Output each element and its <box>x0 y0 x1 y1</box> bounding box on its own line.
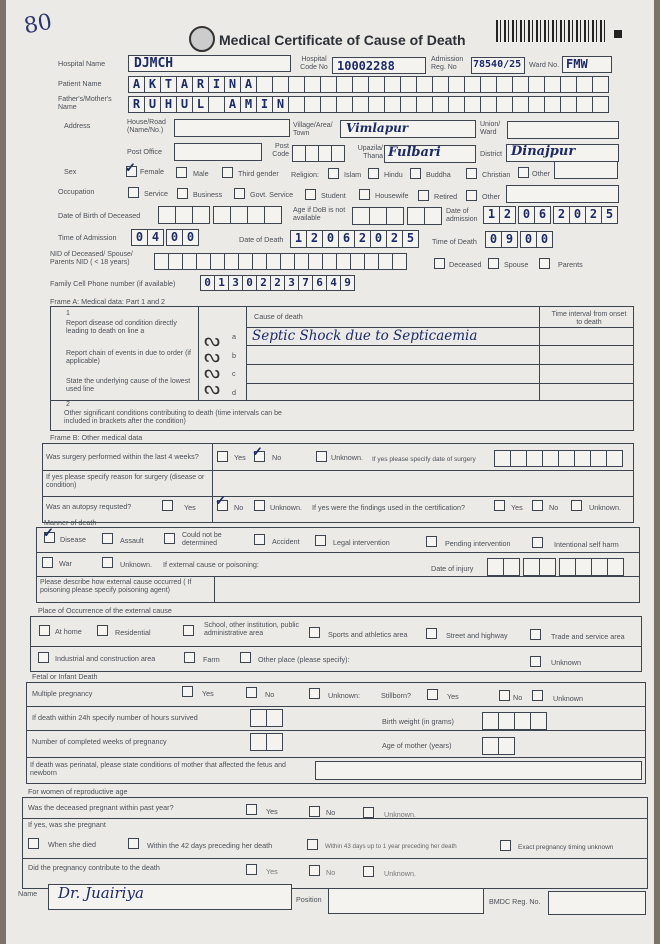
sports-label: Sports and athletics area <box>328 630 408 639</box>
contribute-no-checkbox[interactable] <box>309 865 320 876</box>
findings-unknown-label: Unknown. <box>589 503 621 512</box>
age-label: Age if DoB is not available <box>293 207 346 222</box>
describe-external-label: Please describe how external cause occurred ( If poisoning please specify poisoning agent) <box>40 579 192 594</box>
father-name-letter: A <box>224 96 241 113</box>
patient-name-label: Patient Name <box>58 79 102 88</box>
women-title: For women of reproductive age <box>28 787 128 796</box>
cause-instruction-1: Report disease od condition directly leading to death on line a <box>66 320 177 335</box>
surgery-unknown-label: Unknown. <box>331 453 363 462</box>
stillborn-no-checkbox[interactable] <box>499 690 510 701</box>
bmdc-label: BMDC Reg. No. <box>489 897 541 906</box>
phone-digit: 1 <box>214 275 229 291</box>
undetermined-label: Could not be determined <box>182 532 222 547</box>
other-place-label: Other place (please specify): <box>258 655 350 664</box>
stillborn-yes-label: Yes <box>447 692 459 701</box>
surgery-yes-label: Yes <box>234 453 246 462</box>
other-religion-checkbox[interactable] <box>518 167 529 178</box>
spouse-label: Spouse <box>504 260 529 269</box>
stillborn-no-label: No <box>513 693 523 702</box>
date-death-cells[interactable] <box>290 230 418 248</box>
father-name-letter: I <box>256 96 273 113</box>
time-death-digit: 0 <box>485 231 502 248</box>
phone-digit: 4 <box>326 275 341 291</box>
street-checkbox[interactable] <box>426 628 437 639</box>
admission-date-digit: 2 <box>585 206 602 224</box>
admission-date-digit: 1 <box>483 206 500 224</box>
service-checkbox[interactable] <box>128 187 139 198</box>
father-name-label: Father's/Mother's Name <box>58 96 112 111</box>
post-code-label: Post Code <box>272 143 289 158</box>
admission-date-digit: 2 <box>553 206 570 224</box>
cause-instruction-2: Report chain of events in due to order (if applicable) <box>66 350 191 365</box>
buddha-checkbox[interactable] <box>410 168 421 179</box>
phone-digit: 3 <box>284 275 299 291</box>
external-cause-label: If external cause or poisoning: <box>163 560 259 569</box>
school-label: School, other institution, public administrative area <box>204 622 299 637</box>
patient-name-letter: A <box>128 76 145 93</box>
father-name-letter: U <box>144 96 161 113</box>
residential-checkbox[interactable] <box>97 625 108 636</box>
dob-label: Date of Birth of Deceased <box>58 211 141 220</box>
admission-date-cells[interactable] <box>483 206 617 224</box>
legal-intervention-label: Legal intervention <box>333 538 390 547</box>
farm-label: Farm <box>203 655 220 664</box>
trade-label: Trade and service area <box>551 632 625 641</box>
deceased-label: Deceased <box>449 260 482 269</box>
upazila-label: Upazila/ Thana <box>357 145 383 160</box>
weeks-cells[interactable] <box>250 733 282 751</box>
part2-text: Other significant conditions contributing to death (time intervals can be included in brackets after the condition) <box>64 410 282 425</box>
undetermined-checkbox[interactable] <box>164 533 175 544</box>
admission-reg-label: Admission Reg. No <box>431 56 464 71</box>
house-field[interactable] <box>174 119 290 137</box>
parents-label: Parents <box>558 260 583 269</box>
findings-no-label: No <box>549 503 559 512</box>
street-label: Street and highway <box>446 631 508 640</box>
date-death-digit: 2 <box>386 230 403 248</box>
third-gender-label: Third gender <box>238 169 279 178</box>
father-name-letter: U <box>176 96 193 113</box>
hindu-label: Hindu <box>384 170 403 179</box>
house-label: House/Road (Name/No.) <box>127 119 166 134</box>
christian-label: Christian <box>482 170 511 179</box>
when-pregnant-question: If yes, was she pregnant <box>28 820 106 829</box>
autopsy-no-label: No <box>234 503 244 512</box>
autopsy-yes-label: Yes <box>184 503 196 512</box>
hospital-name-label: Hospital Name <box>58 59 106 68</box>
dob-cells[interactable] <box>158 206 281 224</box>
business-checkbox[interactable] <box>177 188 188 199</box>
male-label: Male <box>193 169 209 178</box>
hospital-code-value: 10002288 <box>337 59 395 73</box>
cause-instruction-3: State the underlying cause of the lowest used line <box>66 378 191 393</box>
other-occupation-checkbox[interactable] <box>466 190 477 201</box>
stillborn-label: Stillborn? <box>381 691 411 700</box>
admission-date-digit: 5 <box>601 206 618 224</box>
time-admission-digit: 0 <box>182 229 199 246</box>
within-1year-checkbox[interactable] <box>307 839 318 850</box>
pregnant-unknown-checkbox[interactable] <box>363 807 374 818</box>
autopsy-question: Was an autopsy requsted? <box>46 502 132 511</box>
perinatal-field[interactable] <box>315 761 642 780</box>
industrial-checkbox[interactable] <box>38 652 49 663</box>
within-1year-label: Within 43 days up to 1 year preceding her death <box>325 843 457 850</box>
assault-label: Assault <box>120 536 144 545</box>
line-a-cause-value[interactable]: Septic Shock due to Septicaemia <box>252 328 478 344</box>
line-c-label: c <box>232 369 236 378</box>
line-b-label: b <box>232 351 236 360</box>
housewife-checkbox[interactable] <box>359 189 370 200</box>
islam-label: Islam <box>344 170 362 179</box>
pregnant-yes-checkbox[interactable] <box>246 804 257 815</box>
multiple-yes-label: Yes <box>202 689 214 698</box>
father-name-letter: R <box>128 96 145 113</box>
bmdc-field[interactable] <box>548 891 646 915</box>
at-home-label: At home <box>55 627 82 636</box>
fetal-title: Fetal or Infant Death <box>32 672 98 681</box>
female-label: Female <box>140 167 164 176</box>
other-religion-label: Other <box>532 169 550 178</box>
phone-digit: 2 <box>270 275 285 291</box>
father-name-letter <box>208 96 225 113</box>
phone-cells[interactable] <box>200 275 354 291</box>
surgery-reason-label: If yes please specify reason for surgery (disease or condition) <box>46 474 205 489</box>
check-mark-icon: ✓ <box>215 493 226 508</box>
autopsy-unknown-label: Unknown. <box>270 503 302 512</box>
sports-checkbox[interactable] <box>309 627 320 638</box>
other-place-checkbox[interactable] <box>240 652 251 663</box>
corner-mark-icon <box>614 30 622 38</box>
address-label: Address <box>64 121 91 130</box>
contribute-yes-checkbox[interactable] <box>246 864 257 875</box>
findings-question: If yes were the findings used in the certification? <box>312 503 466 512</box>
buddha-label: Buddha <box>426 170 451 179</box>
birth-weight-label: Birth weight (in grams) <box>382 717 454 726</box>
frame-b-title: Frame B: Other medical data <box>50 433 143 442</box>
date-death-digit: 0 <box>370 230 387 248</box>
phone-digit: 9 <box>340 275 355 291</box>
father-name-cells[interactable] <box>128 96 608 113</box>
frame-a-title: Frame A: Medical data: Part 1 and 2 <box>50 297 166 306</box>
date-death-digit: 5 <box>402 230 419 248</box>
religion-label: Religion: <box>291 170 319 179</box>
post-office-field[interactable] <box>174 143 262 161</box>
service-label: Service <box>144 189 168 198</box>
findings-no-checkbox[interactable] <box>532 500 543 511</box>
district-label: District <box>480 149 502 158</box>
findings-yes-label: Yes <box>511 503 523 512</box>
deceased-checkbox[interactable] <box>434 258 445 269</box>
bangladesh-emblem-icon <box>189 26 215 52</box>
when-died-label: When she died <box>48 840 96 849</box>
time-death-digit: 0 <box>536 231 553 248</box>
age-cells[interactable] <box>352 207 441 225</box>
date-death-digit: 1 <box>290 230 307 248</box>
date-injury-label: Date of injury <box>431 564 474 573</box>
contribute-unknown-checkbox[interactable] <box>363 866 374 877</box>
accident-checkbox[interactable] <box>254 534 265 545</box>
chain-arrow-icon: ᔓ ᔓ ᔓ ᔓ <box>204 330 221 398</box>
multiple-unknown-checkbox[interactable] <box>309 688 320 699</box>
father-name-letter: L <box>192 96 209 113</box>
hospital-name-value: DJMCH <box>134 56 174 71</box>
govt-service-checkbox[interactable] <box>234 188 245 199</box>
student-checkbox[interactable] <box>305 189 316 200</box>
when-died-checkbox[interactable] <box>28 838 39 849</box>
time-death-digit: 0 <box>520 231 537 248</box>
certificate-page <box>6 0 654 944</box>
pregnant-yes-label: Yes <box>266 807 278 816</box>
hospital-code-label: Hospital Code No <box>300 56 328 71</box>
pregnant-no-label: No <box>326 808 336 817</box>
father-name-letter: H <box>160 96 177 113</box>
contribute-unknown-label: Unknown. <box>384 869 416 878</box>
patient-name-letter: K <box>144 76 161 93</box>
check-mark-icon: ✓ <box>252 444 263 459</box>
patient-name-letter: A <box>240 76 257 93</box>
date-death-digit: 2 <box>354 230 371 248</box>
multiple-yes-checkbox[interactable] <box>182 686 193 697</box>
assault-checkbox[interactable] <box>102 533 113 544</box>
pregnant-question: Was the deceased pregnant within past year? <box>28 803 174 812</box>
signer-name-label: Name <box>18 889 38 898</box>
ward-label: Ward No. <box>529 60 560 69</box>
retired-label: Retired <box>434 192 458 201</box>
birth-weight-cells[interactable] <box>482 712 546 730</box>
accident-label: Accident <box>272 537 300 546</box>
patient-name-letter: A <box>176 76 193 93</box>
page-title: Medical Certificate of Cause of Death <box>219 32 466 48</box>
patient-name-letter: T <box>160 76 177 93</box>
nid-cells[interactable] <box>154 253 406 270</box>
stillborn-unknown-checkbox[interactable] <box>532 690 543 701</box>
islam-checkbox[interactable] <box>328 168 339 179</box>
time-admission-cells[interactable] <box>131 229 198 246</box>
place-unknown-checkbox[interactable] <box>530 656 541 667</box>
surgery-date-label: If yes please specify date of surgery <box>372 456 476 463</box>
timing-unknown-checkbox[interactable] <box>500 840 511 851</box>
student-label: Student <box>321 191 346 200</box>
pregnant-no-checkbox[interactable] <box>309 806 320 817</box>
barcode-icon <box>496 20 608 42</box>
signer-name-value: Dr. Juairiya <box>58 884 144 902</box>
check-mark-icon: ✓ <box>125 160 136 175</box>
admission-date-label: Date of admission <box>446 208 478 223</box>
line-a-label: a <box>232 332 236 341</box>
union-label: Union/ Ward <box>480 121 501 136</box>
other-occupation-field[interactable] <box>506 185 619 203</box>
village-label: Village/Area/ Town <box>293 122 333 137</box>
third-gender-checkbox[interactable] <box>222 167 233 178</box>
place-unknown-label: Unknown <box>551 658 581 667</box>
date-death-digit: 6 <box>338 230 355 248</box>
pending-intervention-label: Pending intervention <box>445 539 511 548</box>
multiple-pregnancy-label: Multiple pregnancy <box>32 689 93 698</box>
disease-label: Disease <box>60 535 86 544</box>
male-checkbox[interactable] <box>176 167 187 178</box>
admission-date-digit: 2 <box>499 206 516 224</box>
part1-number: 1 <box>66 310 70 317</box>
manner-unknown-label: Unknown. <box>120 560 152 569</box>
housewife-label: Housewife <box>375 191 409 200</box>
district-value: Dinajpur <box>511 144 576 159</box>
date-death-label: Date of Death <box>239 235 284 244</box>
upazila-value: Fulbari <box>388 145 441 160</box>
phone-digit: 6 <box>312 275 327 291</box>
surgery-no-label: No <box>272 453 282 462</box>
timing-unknown-label: Exact pregnancy timing unknown <box>518 844 614 851</box>
within-42-label: Within the 42 days preceding her death <box>147 841 273 850</box>
phone-label: Family Cell Phone number (if available) <box>50 279 176 288</box>
date-death-digit: 0 <box>322 230 339 248</box>
self-harm-checkbox[interactable] <box>532 537 543 548</box>
father-name-letter: N <box>272 96 289 113</box>
farm-checkbox[interactable] <box>184 652 195 663</box>
place-title: Place of Occurrence of the external cause <box>38 606 172 615</box>
part2-number: 2 <box>66 401 70 408</box>
residential-label: Residential <box>115 628 151 637</box>
surgery-yes-checkbox[interactable] <box>217 451 228 462</box>
handwritten-number: 80 <box>22 9 54 40</box>
govt-service-label: Govt. Service <box>250 190 294 199</box>
date-injury-cells[interactable] <box>487 558 623 576</box>
hours-survived-label: If death within 24h specify number of hours survived <box>32 713 198 722</box>
retired-checkbox[interactable] <box>418 190 429 201</box>
weeks-pregnancy-label: Number of completed weeks of pregnancy <box>32 737 167 746</box>
manner-title: Manner of death <box>44 518 97 527</box>
surgery-date-cells[interactable] <box>494 450 622 467</box>
multiple-no-checkbox[interactable] <box>246 687 257 698</box>
sex-label: Sex <box>64 167 77 176</box>
self-harm-label: Intentional self harm <box>554 540 619 549</box>
business-label: Business <box>193 190 223 199</box>
patient-name-letter: I <box>208 76 225 93</box>
manner-unknown-checkbox[interactable] <box>102 557 113 568</box>
war-label: War <box>59 559 72 568</box>
phone-digit: 0 <box>200 275 215 291</box>
pending-intervention-checkbox[interactable] <box>426 536 437 547</box>
autopsy-unknown-checkbox[interactable] <box>254 500 265 511</box>
time-admission-digit: 0 <box>131 229 148 246</box>
other-occupation-label: Other <box>482 192 500 201</box>
multiple-no-label: No <box>265 690 275 699</box>
patient-name-cells[interactable] <box>128 76 608 93</box>
contribute-yes-label: Yes <box>266 867 278 876</box>
surgery-unknown-checkbox[interactable] <box>316 451 327 462</box>
nid-label: NID of Deceased/ Spouse/ Parents NID ( < 18 years) <box>50 251 133 266</box>
findings-yes-checkbox[interactable] <box>494 500 505 511</box>
admission-reg-value: 78540/25 <box>473 59 522 70</box>
industrial-label: Industrial and construction area <box>55 654 156 663</box>
mother-age-label: Age of mother (years) <box>382 741 452 750</box>
time-death-cells[interactable] <box>485 231 552 248</box>
occupation-label: Occupation <box>58 187 95 196</box>
cause-of-death-header: Cause of death <box>254 312 303 321</box>
time-admission-label: Time of Admission <box>58 233 117 242</box>
admission-date-digit: 0 <box>518 206 535 224</box>
pregnant-unknown-label: Unknown. <box>384 810 416 819</box>
interval-header: Time interval from onset to death <box>551 311 627 326</box>
time-death-digit: 9 <box>501 231 518 248</box>
patient-name-letter: N <box>224 76 241 93</box>
autopsy-yes-checkbox[interactable] <box>162 500 173 511</box>
position-label: Position <box>296 895 322 904</box>
date-death-digit: 2 <box>306 230 323 248</box>
spouse-checkbox[interactable] <box>488 258 499 269</box>
trade-checkbox[interactable] <box>530 629 541 640</box>
christian-checkbox[interactable] <box>466 168 477 179</box>
war-checkbox[interactable] <box>42 557 53 568</box>
surgery-question: Was surgery performed within the last 4 weeks? <box>46 452 199 461</box>
phone-digit: 7 <box>298 275 313 291</box>
time-admission-digit: 4 <box>147 229 164 246</box>
post-code-cells[interactable] <box>292 145 344 162</box>
at-home-checkbox[interactable] <box>39 625 50 636</box>
school-checkbox[interactable] <box>183 625 194 636</box>
within-42-checkbox[interactable] <box>128 838 139 849</box>
union-field[interactable] <box>507 121 619 139</box>
position-field[interactable] <box>328 888 484 914</box>
ward-value: FMW <box>566 57 588 71</box>
patient-name-letter: R <box>192 76 209 93</box>
phone-digit: 2 <box>256 275 271 291</box>
admission-date-digit: 6 <box>534 206 551 224</box>
check-mark-icon: ✓ <box>43 525 54 540</box>
stillborn-yes-checkbox[interactable] <box>427 689 438 700</box>
phone-digit: 0 <box>242 275 257 291</box>
stillborn-unknown-label: Unknown <box>553 694 583 703</box>
time-admission-digit: 0 <box>166 229 183 246</box>
contribute-no-label: No <box>326 868 336 877</box>
perinatal-label: If death was perinatal, please state conditions of mother that affected the fetus and newborn <box>30 762 286 777</box>
post-office-label: Post Office <box>127 147 163 156</box>
father-name-letter: M <box>240 96 257 113</box>
findings-unknown-checkbox[interactable] <box>571 500 582 511</box>
hindu-checkbox[interactable] <box>368 168 379 179</box>
parents-checkbox[interactable] <box>539 258 550 269</box>
line-d-label: d <box>232 388 236 397</box>
multiple-unknown-label: Unknown: <box>328 691 360 700</box>
hours-cells[interactable] <box>250 709 282 727</box>
contribute-question: Did the pregnancy contribute to the death <box>28 863 160 872</box>
legal-intervention-checkbox[interactable] <box>315 535 326 546</box>
village-value: Vimlapur <box>346 121 409 135</box>
other-religion-field[interactable] <box>554 161 618 179</box>
time-death-label: Time of Death <box>432 237 477 246</box>
mother-age-cells[interactable] <box>482 737 514 755</box>
phone-digit: 3 <box>228 275 243 291</box>
admission-date-digit: 0 <box>569 206 586 224</box>
